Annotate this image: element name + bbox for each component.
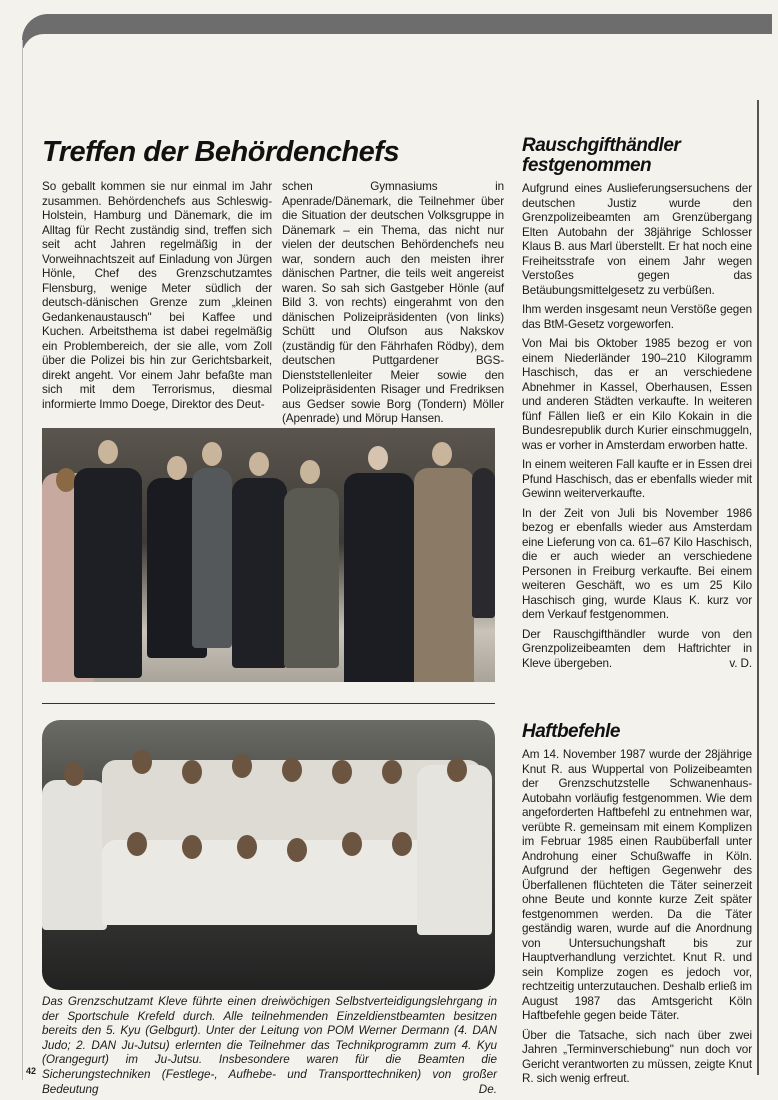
- article-title-rauschgift: Rauschgifthändler festgenommen: [522, 135, 681, 176]
- article-rauschgift: [522, 136, 752, 676]
- column-divider: [757, 100, 759, 1075]
- left-border: [22, 40, 23, 1080]
- article-haftbefehle: [522, 721, 752, 1092]
- photo-caption: [42, 995, 497, 1097]
- article-title-treffen: Treffen der Behördenchefs: [42, 136, 400, 168]
- paragraph: Aufgrund eines Auslieferungsersuchens der deutschen Justiz wurde den Grenzpolizeibeamten am Grenzübergang Elten Autobahn der 38jährige Schlosser Klaus B. aus Marl überstellt. Er hat noch eine Freiheitsstrafe von einem Jahr wegen Verstoßes gegen das Betäubungsmittelgesetz zu verbüßen.: [522, 182, 752, 297]
- paragraph-last: [522, 628, 752, 672]
- article1-column2: [282, 180, 504, 432]
- page-number: 42: [26, 1066, 37, 1076]
- caption-signature: De.: [478, 1082, 497, 1096]
- paragraph: In der Zeit von Juli bis November 1986 bezog er ebenfalls wieder aus Amsterdam eine Lieferung von ca. 61–67 Kilo Haschisch, die er auch wieder an verschiedene Personen in Freiburg verkaufte. Bei einem weiteren Geschäft, wo es um 25 Kilo Haschisch ging, wurde Klaus K. kurz vor dem Verkauf festgenommen.: [522, 506, 752, 621]
- author-signature: v. D.: [729, 656, 752, 670]
- article-title-haftbefehle: Haftbefehle: [522, 721, 620, 742]
- article1-column1: [42, 180, 272, 417]
- photo-jujutsu-group: [42, 720, 495, 990]
- paragraph: Von Mai bis Oktober 1985 bezog er von einem Niederländer 190–210 Kilogramm Haschisch, das er an verschiedene Abnehmer in Kassel, Oberhausen, Essen und anderen Städten verkaufte. In weiteren fünf Fällen ließ er ein Kilo Kokain in die Bundesrepublik durch Kurier einschmuggeln, was er vorher in Amsterdam erworben hatte.: [522, 337, 752, 452]
- paragraph: In einem weiteren Fall kaufte er in Essen drei Pfund Haschisch, das er ebenfalls wieder mit Gewinn weiterverkaufte.: [522, 458, 752, 500]
- photo-officials-group: [42, 428, 495, 682]
- section-divider: [42, 703, 495, 704]
- paragraph: Am 14. November 1987 wurde der 28jährige Knut R. aus Wuppertal von Polizeibeamten der Grenzschutzstelle Schwanenhaus-Autobahn vorläufig festgenommen. Wie dem angeforderten Haftbefehl zu entnehmen war, verübte R. gemeinsam mit einem Komplizen im Februar 1985 einen Raubüberfall unter Androhung einer Schußwaffe in Köln. Aufgrund der heftigen Gegenwehr des Überfallenen flüchteten die Täter seinerzeit ohne Beute und konnte kurze Zeit später festgenommen werden. Da die Täter geständig waren, wurde auf die Anordnung von Untersuchungshaft bis zur Hauptverhandlung verzichtet. Knut R. und sein Komplize zogen es jedoch vor, rechtzeitig unterzutauchen. Deshalb erließ im August 1987 das Amtsgericht Köln Haftbefehle gegen beide Täter.: [522, 748, 753, 1022]
- caption-text: Das Grenzschutzamt Kleve führte einen dreiwöchigen Selbstverteidigungslehrgang in der Sportschule Krefeld durch. Alle teilnehmenden Einzeldienstbeamten besitzen bereits den 5. Kyu (Gelbgurt). Unter der Leitung von POM Werner Dermann (4. DAN Judo; 2. DAN Ju-Jutsu) erlernten die Teilnehmer das Technikprogramm zum 4. Kyu (Orangegurt) im Ju-Jutsu. Insbesondere waren für die Beamten die Sicherungstechniken (Festlege-, Aufhebe- und Transporttechniken) von großer Bedeutung: [42, 995, 497, 1096]
- paragraph: Ihm werden insgesamt neun Verstöße gegen das BtM-Gesetz vorgeworfen.: [522, 303, 752, 331]
- paragraph: Über die Tatsache, sich nach über zwei Jahren „Terminverschiebung" nun doch vor Gericht verantworten zu müssen, zeigte Knut R. sich wenig erfreut.: [522, 1028, 752, 1085]
- article1-text-2: schen Gymnasiums in Apenrade/Dänemark, die Teilnehmer über die Situation der deutschen Volksgruppe in Dänemark – ein Thema, das nicht nur vielen der deutschen Behördenchefs neu war, sondern auch den meisten ihrer dänischen Partner, die teils weit angereist waren. So sah sich Gastgeber Hönle (auf Bild 3. von rechts) eingerahmt von den dänischen Polizeipräsidenten (von links) Schütt und Olufson aus Nakskov (zuständig für den Fährhafen Rödby), dem deutschen Puttgardener BGS-Dienststellenleiter Meier sowie den Polizeipräsidenten Risager und Fredriksen aus Gedser sowie Borg (Tondern) Möller (Apenrade) und Mörup Hansen.: [282, 180, 504, 425]
- header-inner: [22, 34, 772, 104]
- article1-text-1: So geballt kommen sie nur einmal im Jahr zusammen. Behördenchefs aus Schleswig-Holstein, Hamburg und Dänemark, die im Alltag für Recht zuständig sind, treffen sich seit acht Jahren regelmäßig in der Vorweihnachtszeit auf Einladung von Jürgen Hönle, Chef des Grenzschutzamtes Flensburg, wenige Meter südlich der deutsch-dänischen Grenze zum „kleinen Gedankenaustausch" bei Kaffee und Kuchen. Arbeitsthema ist dabei regelmäßig ein Problembereich, der sie alle, vom Zoll über die Polizei bis hin zur Gerichtsbarkeit, direkt angeht. Vor einem Jahr befaßte man sich mit dem Terrorismus, diesmal informierte Immo Doege, Direktor des Deut-: [42, 180, 272, 411]
- paragraph-text: Der Rauschgifthändler wurde von den Grenzpolizeibeamten dem Haftrichter in Kleve übergeben.: [522, 627, 752, 670]
